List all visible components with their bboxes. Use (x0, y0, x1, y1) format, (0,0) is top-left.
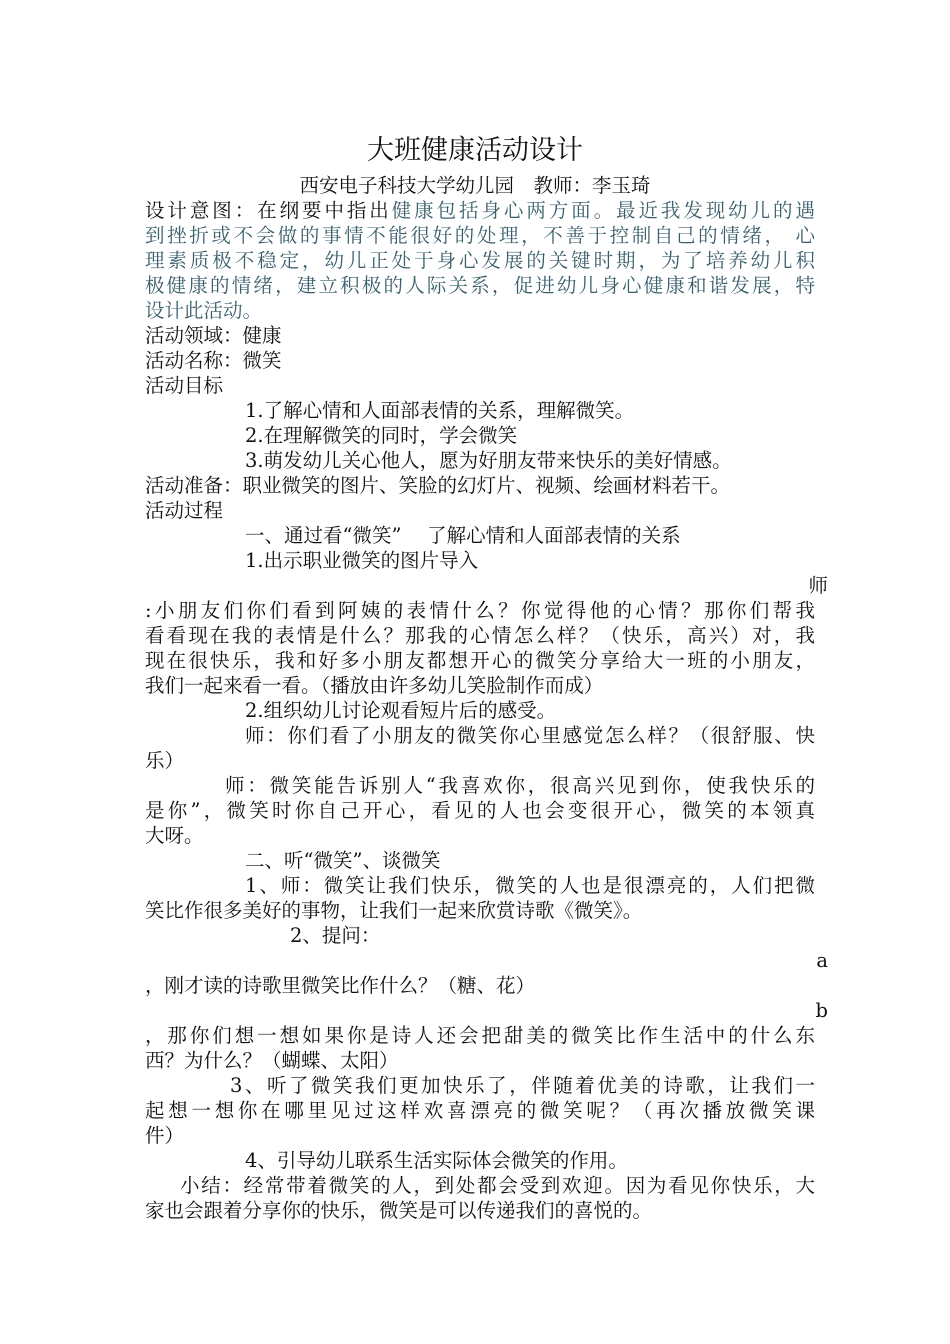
goal-item-1: 1.了解心情和人面部表情的关系，理解微笑。 (245, 399, 635, 422)
section-2-step-4: 4、引导幼儿联系生活实际体会微笑的作用。 (245, 1149, 628, 1172)
section-2-step-3-line-3: 件） (145, 1124, 185, 1147)
para-1-line-4: 我们一起来看一看。（播放由许多幼儿笑脸制作而成） (145, 674, 604, 697)
document-title: 大班健康活动设计 (367, 135, 583, 166)
section-1-heading: 一、通过看“微笑” 了解心情和人面部表情的关系 (245, 524, 681, 547)
process-heading: 活动过程 (145, 499, 224, 522)
para-2-line-2: 乐） (145, 749, 185, 772)
section-1-step-1: 1.出示职业微笑的图片导入 (245, 549, 479, 572)
section-2-step-2: 2、提问： (290, 924, 381, 947)
section-2-step-3-line-2: 起想一想你在哪里见过这样欢喜漂亮的微笑呢？（再次播放微笑课 (145, 1099, 815, 1122)
goal-item-3: 3.萌发幼儿关心他人，愿为好朋友带来快乐的美好情感。 (245, 449, 732, 472)
question-b-line-1: ，那你们想一想如果你是诗人还会把甜美的微笑比作生活中的什么东 (145, 1024, 815, 1047)
activity-prep: 活动准备：职业微笑的图片、笑脸的幻灯片、视频、绘画材料若干。 (145, 474, 731, 497)
summary-line-2: 家也会跟着分享你的快乐，微笑是可以传递我们的喜悦的。 (145, 1199, 653, 1222)
question-mark-a: a (816, 949, 828, 972)
goal-item-2: 2.在理解微笑的同时，学会微笑 (245, 424, 518, 447)
intent-line-4: 极健康的情绪，建立积极的人际关系，促进幼儿身心健康和谐发展，特 (145, 274, 815, 297)
para-1-line-2: 看看现在我的表情是什么？那我的心情怎么样？（快乐，高兴）对，我 (145, 624, 815, 647)
section-2-step-1-line-2: 笑比作很多美好的事物，让我们一起来欣赏诗歌《微笑》。 (145, 899, 643, 922)
intent-line-5: 设计此活动。 (145, 299, 263, 322)
section-2-step-3-line-1: 3、听了微笑我们更加快乐了，伴随着优美的诗歌，让我们一 (230, 1074, 815, 1097)
intent-line-3: 理素质极不稳定，幼儿正处于身心发展的关键时期，为了培养幼儿积 (145, 249, 815, 272)
teacher-mark: 师 (808, 574, 828, 597)
intent-line-1: 设计意图：在纲要中指出健康包括身心两方面。最近我发现幼儿的遇 (145, 199, 815, 222)
para-3-line-3: 大呀。 (145, 824, 204, 847)
question-b-line-2: 西？为什么？（蝴蝶、太阳） (145, 1049, 399, 1072)
activity-domain: 活动领域：健康 (145, 324, 282, 347)
para-2-line-1: 师：你们看了小朋友的微笑你心里感觉怎么样？（很舒服、快 (245, 724, 815, 747)
para-3-line-2: 是你”，微笑时你自己开心，看见的人也会变很开心，微笑的本领真 (145, 799, 815, 822)
byline: 西安电子科技大学幼儿园 教师：李玉琦 (299, 174, 651, 197)
intent-line-2: 到挫折或不会做的事情不能很好的处理，不善于控制自己的情绪， 心 (145, 224, 815, 247)
question-mark-b: b (815, 999, 828, 1022)
section-2-step-1-line-1: 1、师：微笑让我们快乐，微笑的人也是很漂亮的，人们把微 (245, 874, 815, 897)
para-3-line-1: 师：微笑能告诉别人“我喜欢你，很高兴见到你，使我快乐的 (225, 774, 815, 797)
section-1-step-2: 2.组织幼儿讨论观看短片后的感受。 (245, 699, 557, 722)
question-a: ，刚才读的诗歌里微笑比作什么？（糖、花） (145, 974, 536, 997)
section-2-heading: 二、听“微笑”、谈微笑 (245, 849, 441, 872)
activity-name: 活动名称：微笑 (145, 349, 282, 372)
para-1-line-1: :小朋友们你们看到阿姨的表情什么？你觉得他的心情？那你们帮我 (145, 599, 815, 622)
para-1-line-3: 现在很快乐，我和好多小朋友都想开心的微笑分享给大一班的小朋友， (145, 649, 815, 672)
goals-heading: 活动目标 (145, 374, 224, 397)
summary-line-1: 小结：经常带着微笑的人，到处都会受到欢迎。因为看见你快乐，大 (180, 1174, 815, 1197)
